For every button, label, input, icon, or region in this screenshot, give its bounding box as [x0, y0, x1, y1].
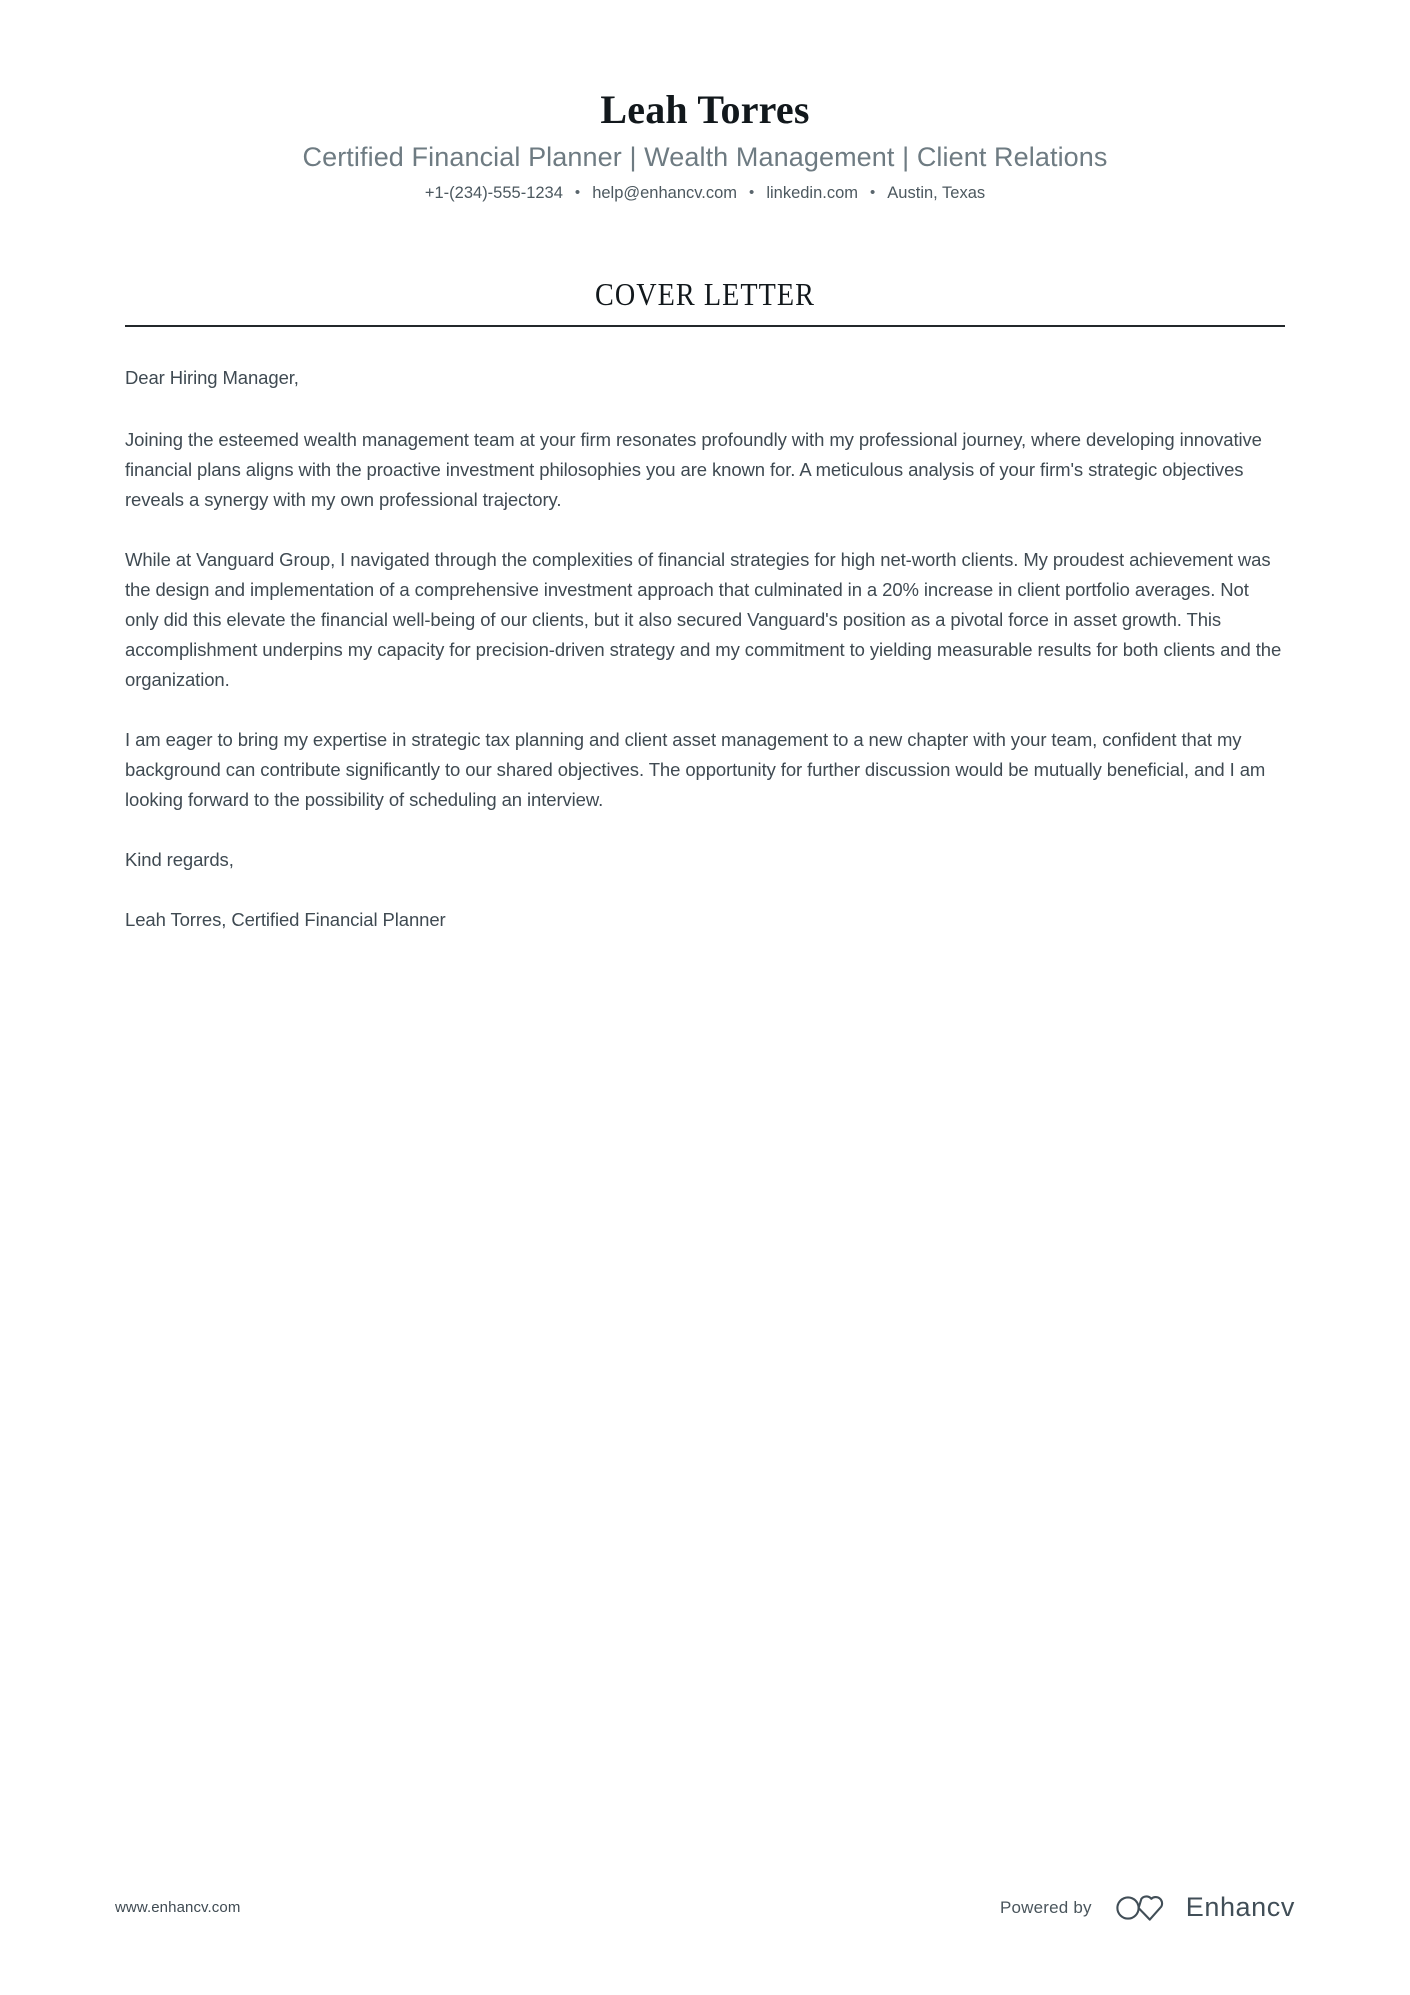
- document-header: [0, 0, 1410, 204]
- contact-separator-icon: •: [574, 183, 581, 201]
- powered-by-label: Powered by: [999, 1897, 1092, 1917]
- letter-paragraph-1: Joining the esteemed wealth management team at your firm resonates profoundly with my professional journey, where developing innovative financial plans aligns with the proactive investment philosophies you are known for. A meticulous analysis of your firm's strategic objectives reveals a synergy with my own professional trajectory.: [125, 429, 1262, 511]
- footer-brand-block: [1000, 1892, 1295, 1923]
- contact-linkedin[interactable]: linkedin.com: [766, 183, 859, 202]
- letter-paragraph-3: I am eager to bring my expertise in strategic tax planning and client asset management to a new chapter with your team, confident that my background can contribute significantly to our shared objectives. The opportunity for further discussion would be mutually beneficial, and I am looking forward to the possibility of scheduling an interview.: [125, 728, 1266, 810]
- letter-closing: Kind regards,: [125, 848, 234, 870]
- contact-line: [0, 183, 1410, 204]
- enhancv-brand-name: Enhancv: [1185, 1892, 1295, 1922]
- contact-separator-icon: •: [870, 183, 876, 201]
- letter-salutation: Dear Hiring Manager,: [125, 367, 299, 389]
- letter-body: [0, 363, 1410, 935]
- enhancv-logo-icon: [1114, 1893, 1172, 1923]
- document-footer: [0, 1892, 1410, 1923]
- footer-website-url[interactable]: www.enhancv.com: [115, 1899, 241, 1916]
- enhancv-brand-lockup: [1114, 1892, 1295, 1923]
- contact-email[interactable]: help@enhancv.com: [592, 183, 738, 202]
- section-divider: [125, 325, 1285, 327]
- contact-phone: +1-(234)-555-1234: [424, 183, 563, 202]
- contact-location: Austin, Texas: [887, 183, 986, 202]
- cover-letter-section-header: [0, 276, 1410, 327]
- candidate-headline: Certified Financial Planner | Wealth Management | Client Relations: [302, 142, 1108, 173]
- letter-signature: Leah Torres, Certified Financial Planner: [125, 908, 446, 930]
- contact-separator-icon: •: [749, 183, 755, 201]
- section-title: COVER LETTER: [595, 276, 815, 313]
- candidate-name: Leah Torres: [600, 87, 810, 132]
- letter-paragraph-2: While at Vanguard Group, I navigated through the complexities of financial strategies for high net-worth clients. My proudest achievement was the design and implementation of a comprehensive investment approach that culminated in a 20% increase in client portfolio averages. Not only did this elevate the financial well-being of our clients, but it also secured Vanguard's position as a pivotal force in asset growth. This accomplishment underpins my capacity for precision-driven strategy and my commitment to yielding measurable results for both clients and the organization.: [125, 549, 1282, 690]
